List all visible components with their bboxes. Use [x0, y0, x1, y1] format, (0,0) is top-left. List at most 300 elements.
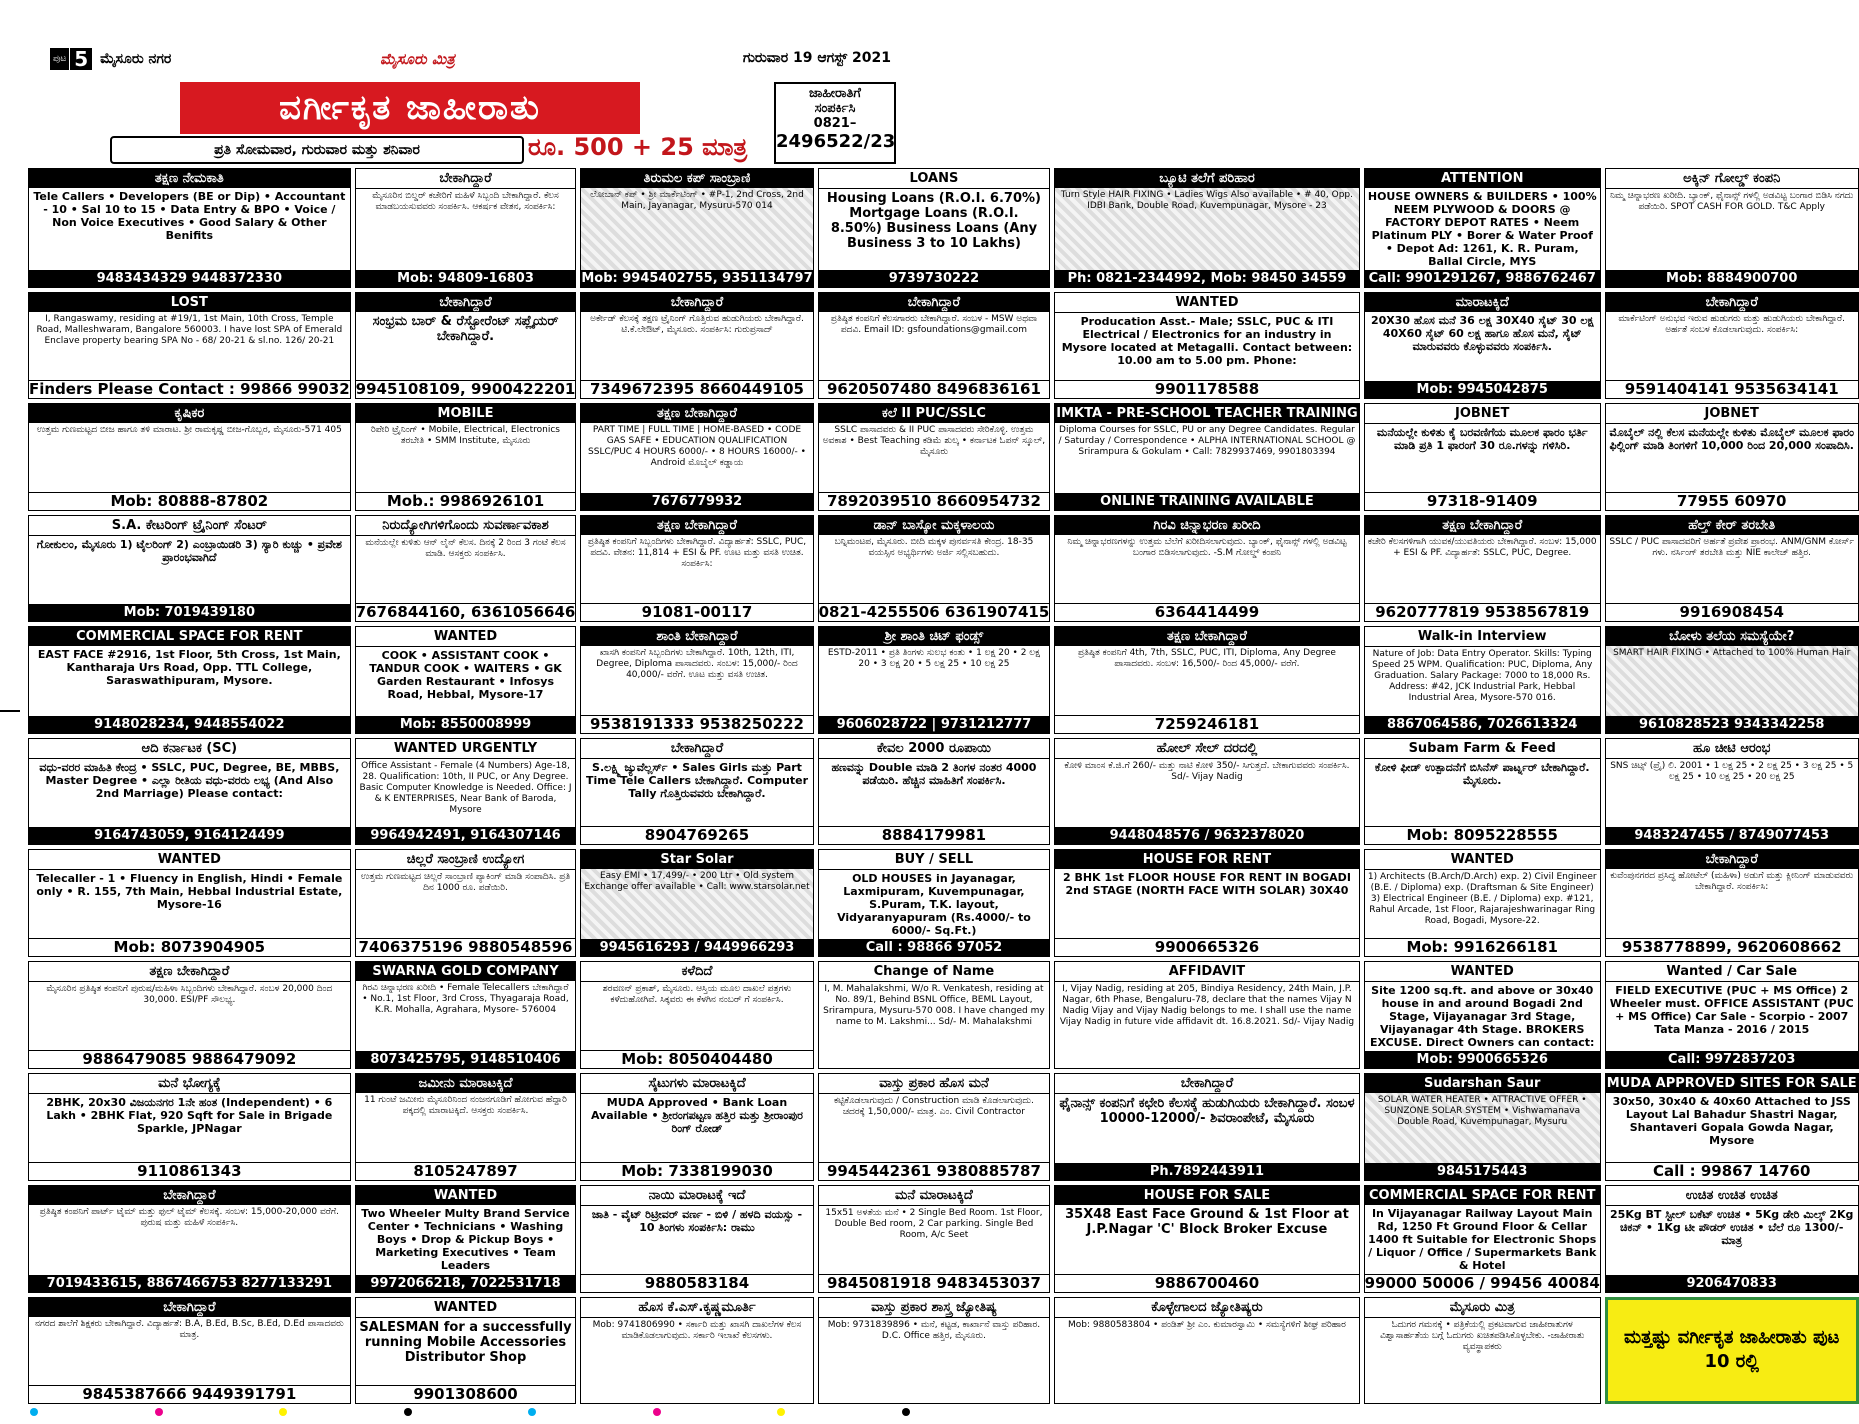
margin-mark — [0, 710, 20, 712]
ad-title: ಬೇಕಾಗಿದ್ದಾರೆ — [1606, 850, 1858, 869]
classified-ad — [580, 292, 813, 399]
classified-ad — [818, 626, 1051, 733]
classified-ad — [355, 849, 577, 957]
ad-title: COMMERCIAL SPACE FOR RENT — [29, 627, 350, 646]
ad-body: ಫೈನಾನ್ಸ್ ಕಂಪನಿಗೆ ಕಛೇರಿ ಕೆಲಸಕ್ಕೆ ಹುಡುಗಿಯರು ಬೇಕಾಗಿದ್ದಾರೆ. ಸಂಬಳ 10000-12000/- ಶಿವರಾಂಪೇಟೆ, ಮೈಸೂರು — [1059, 1096, 1355, 1127]
yellow-dot — [777, 1408, 785, 1416]
ad-phone: 9916908454 — [1606, 603, 1858, 621]
cyan-dot — [528, 1408, 536, 1416]
ad-phone: 9901308600 — [356, 1385, 576, 1403]
ad-body: ವಧು-ವರರ ಮಾಹಿತಿ ಕೇಂದ್ರ • SSLC, PUC, Degree, BE, MBBS, Master Degree • ಎಲ್ಲಾ ರೀತಿಯ ವಧು-ವರರು ಲಭ್ಯ (And Also 2nd Marriage) Please contact: — [39, 760, 340, 800]
ad-phone: 9845387666 9449391791 — [29, 1385, 350, 1403]
classified-ad — [355, 168, 577, 288]
ad-body: ಪ್ರತಿಷ್ಠಿತ ಕಂಪನಿಗೆ ಕೆಲಸಗಾರರು ಬೇಕಾಗಿದ್ದಾರೆ. ಸಂಬಳ - MSW ಅಥವಾ ಪದವಿ. Email ID: gsfoundations@gmail.com — [830, 314, 1038, 335]
ad-phone: 9845081918 9483453037 — [819, 1274, 1050, 1292]
ad-phone: Mob: 7019439180 — [29, 604, 350, 621]
ad-phone: Mob: 9900665326 — [1365, 1051, 1600, 1068]
ad-phone: Mob: 9945042875 — [1365, 381, 1600, 398]
classified-ad — [28, 1297, 351, 1404]
print-registration-dots — [30, 1408, 910, 1418]
ad-body: I, Rangaswamy, residing at #19/1, 1st Main, 10th Cross, Temple Road, Malleshwaram, Bangalore 560003. I have lost SPA of Emerald Enclave property bearing SPA No - 68/ 20-21 & sl.no. 126/ 20-21 — [36, 314, 343, 346]
classified-ad — [1364, 168, 1601, 288]
ad-title: AFFIDAVIT — [1055, 962, 1358, 982]
classified-ad — [1364, 1297, 1601, 1404]
classified-ad — [1605, 1297, 1859, 1404]
ad-phone: 9945616293 / 9449966293 — [581, 939, 812, 956]
ad-phone: 9538191333 9538250222 — [581, 715, 812, 733]
ad-body: Office Assistant - Female (4 Numbers) Age-18, 28. Qualification: 10th, II PUC, or Any Degree. Basic Computer Knowledge is Needed. Office: J & K ENTERPRISES, Near Bank of Baroda, Mysore — [359, 760, 572, 815]
ad-phone: Mob: 94809-16803 — [356, 270, 576, 287]
ad-body: ಓದುಗರ ಗಮನಕ್ಕೆ • ಪತ್ರಿಕೆಯಲ್ಲಿ ಪ್ರಕಟವಾಗುವ ಜಾಹೀರಾತುಗಳ ವಿಶ್ವಾಸಾರ್ಹತೆಯ ಬಗ್ಗೆ ಓದುಗರು ಖಚಿತಪಡಿಸಿಕೊಳ್ಳಬೇಕು. -ಜಾಹೀರಾತು ವ್ಯವಸ್ಥಾಪಕರು — [1380, 1319, 1585, 1352]
classified-ad — [818, 961, 1051, 1069]
ad-body: Tele Callers • Developers (BE or Dip) • Accountant - 10 • Sal 10 to 15 • Data Entry & BPO • Voice / Non Voice Executives • Good Salary & Other Benifits — [33, 190, 346, 242]
ad-body: ಬನ್ನಿಮಂಟಪ, ಮೈಸೂರು. ಬೀದಿ ಮಕ್ಕಳ ಪುನರ್ವಸತಿ ಕೇಂದ್ರ. 18-35 ವಯಸ್ಸಿನ ಅಭ್ಯರ್ಥಿಗಳು ಅರ್ಜಿ ಸಲ್ಲಿಸಬಹುದು. — [834, 536, 1034, 558]
black-dot — [404, 1408, 412, 1416]
ad-phone: 9110861343 — [29, 1162, 350, 1180]
ad-title: ಹೊಸ ಕೆ.ಎಸ್.ಕೃಷ್ಣಮೂರ್ತಿ — [581, 1298, 812, 1318]
classified-ad — [818, 1297, 1051, 1404]
ad-phone: 9880583184 — [581, 1274, 812, 1292]
city-name: ಮೈಸೂರು ನಗರ — [100, 51, 172, 67]
ad-body: Producation Asst.- Male; SSLC, PUC & ITI Electrical / Electronics for an industry in Mysore located at Metagalli. Contact between: 10.00 am to 5.00 pm. Phone: — [1061, 315, 1353, 367]
section-title: ವರ್ಗೀಕೃತ ಜಾಹೀರಾತು — [180, 82, 640, 134]
ad-title: Change of Name — [819, 962, 1050, 982]
ad-body: ಮಾರ್ಕೆಟಿಂಗ್ ಅನುಭವ ಇರುವ ಹುಡುಗರು ಮತ್ತು ಹುಡುಗಿಯರು ಬೇಕಾಗಿದ್ದಾರೆ. ಅರ್ಹತೆ ಸಂಬಳ ಕೊಡಲಾಗುವುದು. ಸಂಪರ್ಕಿಸಿ: — [1618, 314, 1846, 335]
classified-ad — [355, 626, 577, 733]
classified-ad — [1364, 292, 1601, 399]
ad-phone: 9886479085 9886479092 — [29, 1050, 350, 1068]
ad-phone: 8073425795, 9148510406 — [356, 1051, 576, 1068]
ad-body: ಹಣವನ್ನು Double ಮಾಡಿ 2 ತಿಂಗಳ ನಂತರ 4000 ಪಡೆಯಿರಿ. ಹೆಚ್ಚಿನ ಮಾಹಿತಿಗೆ ಸಂಪರ್ಕಿಸಿ. — [831, 760, 1037, 787]
ad-body: S.ಲಕ್ಷ್ಮಿ ಜ್ಯುವೆಲ್ಲರ್ಸ್ • Sales Girls ಮತ್ತು Part Time Tele Callers ಬೇಕಾಗಿದ್ದಾರೆ. Computer Tally ಗೊತ್ತಿರುವವರು ಬೇಕಾಗಿದ್ದಾರೆ. — [585, 760, 809, 800]
ad-phone: 9448048576 / 9632378020 — [1055, 827, 1358, 844]
ad-phone: 7892039510 8660954732 — [819, 492, 1050, 510]
classified-ad — [1364, 1073, 1601, 1180]
ad-title: ನಿರುದ್ಯೋಗಿಗಳಿಗೊಂದು ಸುವರ್ಣಾವಕಾಶ — [356, 516, 576, 536]
ad-phone: 9900665326 — [1055, 938, 1358, 956]
ad-phone: Mob: 8050404480 — [581, 1050, 812, 1068]
ad-title: ಬೇಕಾಗಿದ್ದಾರೆ — [1606, 293, 1858, 312]
classified-ad — [818, 403, 1051, 510]
ad-title: LOANS — [819, 169, 1050, 189]
classified-ad — [1605, 849, 1859, 957]
ad-title: LOST — [29, 293, 350, 312]
ad-body: ಗಿರವಿ ಚಿನ್ನಾಭರಣ ಖರೀದಿ • Female Telecallers ಬೇಕಾಗಿದ್ದಾರೆ • No.1, 1st Floor, 3rd Cross, Thyagaraja Road, K.R. Mohalla, Agrahara, Mysore- 576004 — [362, 983, 569, 1016]
classified-ad — [580, 1185, 813, 1293]
classified-ad — [28, 738, 351, 845]
ad-title: WANTED — [356, 1186, 576, 1205]
ad-title: WANTED — [1055, 293, 1358, 313]
ad-title: ಮೈಸೂರು ಮಿತ್ರ — [1365, 1298, 1600, 1318]
classified-ad — [818, 1185, 1051, 1293]
classified-ad — [580, 626, 813, 733]
classified-ad — [1054, 168, 1359, 288]
ad-phone: 8867064586, 7026613324 — [1365, 716, 1600, 733]
ad-body: SALESMAN for a successfully running Mobile Accessories Distributor Shop — [359, 1319, 572, 1365]
ad-title: ಬೇಕಾಗಿದ್ದಾರೆ — [819, 293, 1050, 312]
classified-ad — [1054, 1073, 1359, 1180]
contact-line-3: 0821– — [813, 116, 857, 131]
ad-body: 1) Architects (B.Arch/D.Arch) exp. 2) Civil Engineer (B.E. / Diploma) exp. (Draftsman & Site Engineer) 3) Electrical Engineer (B.E. / Diploma) exp. #121, Rahul Arcade, 1st Floor, Rajarajeshwarinagar Ring Road, Bogadi, Mysore-22. — [1367, 872, 1597, 927]
ad-body: ಮತ್ತಷ್ಟು ವರ್ಗೀಕೃತ ಜಾಹೀರಾತು ಪುಟ 10 ರಲ್ಲಿ — [1623, 1327, 1840, 1373]
newspaper-name: ಮೈಸೂರು ಮಿತ್ರ — [380, 50, 455, 68]
ad-body: SSLC ಪಾಸಾದವರು & II PUC ಪಾಸಾದವರು ಸೇರಿಕೊಳ್ಳಿ. ಉತ್ತಮ ಅವಕಾಶ • Best Teaching ಕಡಿಮೆ ಶುಲ್ಕ • ಕರ್ನಾಟಕ ಓಪನ್ ಸ್ಕೂಲ್, ಮೈಸೂರು — [822, 425, 1046, 458]
classified-ad — [1605, 1185, 1859, 1293]
ad-body: ಗೋಕುಲಂ, ಮೈಸೂರು 1) ಟೈಲರಿಂಗ್ 2) ಎಂಬ್ರಾಯಿಡರಿ 3) ಸ್ಯಾರಿ ಕುಚ್ಚು • ಪ್ರವೇಶ ಪ್ರಾರಂಭವಾಗಿದೆ — [36, 537, 342, 564]
ad-title: ತಿರುಮಲ ಕಪ್ ಸಾಂಬ್ರಾಣಿ — [581, 169, 812, 188]
classified-ad — [1364, 626, 1601, 733]
classified-ad — [580, 515, 813, 622]
ad-phone: 9886700460 — [1055, 1274, 1358, 1292]
ad-body: Turn Style HAIR FIXING • Ladies Wigs Also available • # 40, Opp. IDBI Bank, Double Road, Kuvempunagar, Mysore - 23 — [1055, 188, 1358, 270]
classified-ad — [580, 1073, 813, 1180]
page-label: ಪುಟ — [50, 48, 69, 70]
ad-body: ಪ್ರತಿಷ್ಠಿತ ಕಂಪನಿಗೆ 4th, 7th, SSLC, PUC, ITI, Diploma, Any Degree ಪಾಸಾದವರು. ಸಂಬಳ: 16,500/- ರಿಂದ 45,000/- ವರೆಗೆ. — [1078, 648, 1336, 670]
contact-line-2: ಸಂಪರ್ಕಿಸಿ — [814, 101, 856, 116]
classified-ad — [1054, 403, 1359, 510]
ad-body: ESTD-2011 • ಪ್ರತಿ ತಿಂಗಳು ಸುಲಭ ಕಂತು • 1 ಲಕ್ಷ 20 • 2 ಲಕ್ಷ 20 • 3 ಲಕ್ಷ 20 • 5 ಲಕ್ಷ 25 • 10 ಲಕ್ಷ 25 — [827, 648, 1041, 670]
ad-phone: 9620507480 8496836161 — [819, 380, 1050, 398]
ad-title: ಸೈಟುಗಳು ಮಾರಾಟಕ್ಕಿದೆ — [581, 1074, 812, 1094]
classified-ad — [1054, 738, 1359, 845]
ad-title: COMMERCIAL SPACE FOR RENT — [1365, 1186, 1600, 1205]
ad-body: Site 1200 sq.ft. and above or 30x40 house in and around Bogadi 2nd Stage, Vijayanagar 3rd Stage, Vijayanagar 4th Stage. BROKERS EXCUSE. Direct Owners can contact: — [1370, 984, 1595, 1050]
ad-body: 35X48 East Face Ground & 1st Floor at J.P.Nagar 'C' Block Broker Excuse — [1065, 1206, 1349, 1237]
classified-ad — [28, 515, 351, 622]
ad-phone: 91081-00117 — [581, 603, 812, 621]
ad-phone: Call : 99867 14760 — [1606, 1162, 1858, 1180]
ad-phone: 9591404141 9535634141 — [1606, 380, 1858, 398]
ad-title: ಮನೆ ಮಾರಾಟಕ್ಕಿದೆ — [819, 1186, 1050, 1206]
ad-phone: Mob: 8073904905 — [29, 938, 350, 956]
ad-body: I, Vijay Nadig, residing at 205, Bindiya Residency, 24th Main, J.P. Nagar, 6th Phase, Bengaluru-78, declare that the names Vijay N Nadig Vijay and Vijay Nadig belongs to me. I shall use the name Vijay Nadig in future vide affidavit dt. 16.8.2021. Sd/- Vijay Nadig — [1059, 984, 1355, 1028]
ad-body: ಮನೆಯಲ್ಲೇ ಕುಳಿತು ಆನ್ ಲೈನ್ ಕೆಲಸ. ದಿನಕ್ಕೆ 2 ರಿಂದ 3 ಗಂಟೆ ಕೆಲಸ ಮಾಡಿ. ಆಸಕ್ತರು ಸಂಪರ್ಕಿಸಿ. — [365, 537, 566, 559]
ad-title: ತಕ್ಷಣ ನೇಮಕಾತಿ — [29, 169, 350, 188]
ad-title: ಹೋಲ್ ಸೇಲ್ ದರದಲ್ಲಿ — [1055, 739, 1358, 759]
page-header — [50, 48, 895, 164]
magenta-dot — [155, 1408, 163, 1416]
ad-body: ರಿಪೇರಿ ಟ್ರೈನಿಂಗ್ • Mobile, Electrical, Electronics ತರಬೇತಿ • SMM Institute, ಮೈಸೂರು — [371, 425, 560, 447]
ad-phone: 7349672395 8660449105 — [581, 380, 812, 398]
ad-phone: 7259246181 — [1055, 715, 1358, 733]
ad-body: ನಿಮ್ಮ ಚಿನ್ನಾಭರಣಗಳನ್ನು ಉತ್ತಮ ಬೆಲೆಗೆ ಖರೀದಿಸಲಾಗುವುದು. ಬ್ಯಾಂಕ್, ಫೈನಾನ್ಸ್ ಗಳಲ್ಲಿ ಅಡವಿಟ್ಟ ಬಂಗಾರ ಬಿಡಿಸಲಾಗುವುದು. -S.M ಗೋಲ್ಡ್ ಕಂಪನಿ — [1067, 536, 1347, 558]
ad-phone: 9206470833 — [1606, 1275, 1858, 1292]
classified-ad — [1605, 515, 1859, 622]
ad-phone: 9945108109, 9900422201 — [355, 380, 576, 399]
ad-title: WANTED — [1365, 962, 1600, 982]
ad-title: ಕಲೆ II PUC/SSLC — [819, 404, 1050, 423]
ad-body: In Vijayanagar Railway Layout Main Rd, 1250 Ft Ground Floor & Cellar 1400 ft Suitable for Electronic Shops / Liquor / Office / Supermarkets Bank & Hotel — [1368, 1206, 1597, 1272]
ad-body: Nature of Job: Data Entry Operator. Skills: Typing Speed 25 WPM. Qualification: PUC, Diploma, Any Graduation. Salary Package: 7000 to 18,000 Rs. Address: #42, JCK Industrial Park, Hebbal Industrial Area, Mysore-570 016. — [1372, 649, 1593, 704]
ad-body: ಉತ್ತಮ ಗುಣಮಟ್ಟದ ಬೀಜ ಹಾಗೂ ತಳಿ ಮಾರಾಟ. ಶ್ರೀ ರಾಮಕೃಷ್ಣ ಬೀಜ-ಗೊಬ್ಬರ, ಮೈಸೂರು-571 405 — [36, 425, 342, 436]
ad-body: ಮೈಸೂರಿನ ಬಿಲ್ಡರ್ ಕಚೇರಿಗೆ ಮಹಿಳೆ ಸಿಬ್ಬಂದಿ ಬೇಕಾಗಿದ್ದಾರೆ. ಕೆಲಸ ಮಾಡಬಯಸುವವರು ಸಂಪರ್ಕಿಸಿ. ಆಕರ್ಷಕ ವೇತನ, ಸಂಪರ್ಕಿಸಿ: — [372, 191, 559, 212]
classified-ad — [1605, 738, 1859, 845]
ad-title: ಬೋಳು ತಲೆಯ ಸಮಸ್ಯೆಯೇ? — [1606, 627, 1858, 646]
yellow-dot — [279, 1408, 287, 1416]
ad-phone: 9538778899, 9620608662 — [1606, 938, 1858, 956]
ad-phone: Mob: 8884900700 — [1606, 270, 1858, 287]
ad-phone: Mob: 8095228555 — [1365, 826, 1600, 844]
ad-phone: Mob: 80888-87802 — [29, 492, 350, 510]
classified-ad — [28, 1073, 351, 1180]
classified-ad — [580, 403, 813, 510]
ad-phone: 9845175443 — [1365, 1163, 1600, 1180]
ad-phone: 9901178588 — [1055, 380, 1358, 398]
ad-body: ನಗರದ ಶಾಲೆಗೆ ಶಿಕ್ಷಕರು ಬೇಕಾಗಿದ್ದಾರೆ. ವಿದ್ಯಾರ್ಹತೆ: B.A, B.Ed, B.Sc, B.Ed, D.Ed ಪಾಸಾದವರು ಮಾತ್ರ. — [34, 1318, 344, 1340]
page-number-block — [50, 48, 171, 70]
ad-body: Telecaller - 1 • Fluency in English, Hindi • Female only • R. 155, 7th Main, Hebbal Industrial Estate, Mysore-16 — [36, 872, 343, 912]
ad-title: ಡಾನ್ ಬಾಸ್ಕೋ ಮಕ್ಕಳಾಲಯ — [819, 516, 1050, 535]
ad-phone: 8904769265 — [581, 826, 812, 844]
ad-phone: 6364414499 — [1055, 603, 1358, 621]
issue-date: ಗುರುವಾರ 19 ಆಗಸ್ಟ್ 2021 — [742, 50, 891, 66]
ad-body: FIELD EXECUTIVE (PUC + MS Office) 2 Wheeler must. OFFICE ASSISTANT (PUC + MS Office) Car Sale - Scorpio - 2007 Tata Manza - 2016 / 2015 — [1609, 984, 1854, 1037]
ad-body: ಮೈಸೂರಿನ ಪ್ರತಿಷ್ಠಿತ ಕಂಪನಿಗೆ ಪುರುಷ/ಮಹಿಳಾ ಸಿಬ್ಬಂದಿಗಳು ಬೇಕಾಗಿದ್ದಾರೆ. ಸಂಬಳ 20,000 ದಿಂದ 30,000. ESI/PF ಸೌಲಭ್ಯ. — [46, 984, 333, 1006]
ad-title: ಜಮೀನು ಮಾರಾಟಕ್ಕಿದೆ — [356, 1074, 576, 1093]
ad-body: MUDA Approved • Bank Loan Available • ಶ್ರೀರಂಗಪಟ್ಟಣ ಹತ್ತಿರ ಮತ್ತು ಶ್ರೀರಾಂಪುರ ರಿಂಗ್ ರೋಡ್ — [590, 1096, 804, 1136]
ad-title: ತಕ್ಷಣ ಬೇಕಾಗಿದ್ದಾರೆ — [581, 516, 812, 535]
ad-title: BUY / SELL — [819, 850, 1050, 870]
publication-days: ಪ್ರತಿ ಸೋಮವಾರ, ಗುರುವಾರ ಮತ್ತು ಶನಿವಾರ — [110, 136, 524, 164]
ad-title: ಕಳೆದಿದೆ — [581, 962, 812, 982]
ad-title: S.A. ಕೇಟರಿಂಗ್ ಟ್ರೈನಿಂಗ್ ಸೆಂಟರ್ — [29, 516, 350, 536]
ad-body: ಕೋಳಿ ಫೀಡ್ ಉತ್ಪಾದನೆಗೆ ಬಿಸಿನೆಸ್ ಪಾರ್ಟ್ನರ್ ಬೇಕಾಗಿದ್ದಾರೆ. ಮೈಸೂರು. — [1374, 760, 1590, 787]
ad-phone: 7676844160, 6361056646 — [355, 603, 576, 622]
classified-ad — [355, 961, 577, 1069]
ad-title: JOBNET — [1365, 404, 1600, 424]
classified-ad — [1054, 515, 1359, 622]
ad-title: ಹೆಲ್ತ್ ಕೇರ್ ತರಬೇತಿ — [1606, 516, 1858, 535]
ad-title: Walk-in Interview — [1365, 627, 1600, 647]
classified-ad — [818, 849, 1051, 957]
classified-ad — [28, 403, 351, 510]
ad-body: ಕಚೇರಿ ಕೆಲಸಗಳಿಗಾಗಿ ಯುವಕ/ಯುವತಿಯರು ಬೇಕಾಗಿದ್ದಾರೆ. ಸಂಬಳ: 15,000 + ESI & PF. ವಿದ್ಯಾರ್ಹತೆ: SSLC, PUC, Degree. — [1367, 536, 1597, 558]
ad-title: Subam Farm & Feed — [1365, 739, 1600, 759]
classified-ad — [580, 738, 813, 845]
ad-title: ಬೇಕಾಗಿದ್ದಾರೆ — [356, 293, 576, 312]
ad-body: SNS ಚಿಟ್ಸ್ (ಪ್ರೈ) ಲಿ. 2001 • 1 ಲಕ್ಷ 25 • 2 ಲಕ್ಷ 25 • 3 ಲಕ್ಷ 25 • 5 ಲಕ್ಷ 25 • 10 ಲಕ್ಷ 25 • 20 ಲಕ್ಷ 25 — [1610, 760, 1854, 782]
ad-body: ಕೋಳಿ ಮಾಂಸ ಕೆ.ಜಿ.ಗೆ 260/- ಮತ್ತು ನಾಟಿ ಕೋಳಿ 350/- ಸಿಗುತ್ತದೆ. ಬೇಕಾಗುವವರು ಸಂಪರ್ಕಿಸಿ. Sd/- Vijay Nadig — [1064, 760, 1350, 782]
ad-title: ಬೇಕಾಗಿದ್ದಾರೆ — [581, 739, 812, 759]
classified-ad — [1054, 849, 1359, 957]
ad-phone: 9483434329 9448372330 — [29, 270, 350, 287]
ad-title: ATTENTION — [1365, 169, 1600, 188]
ad-body: PART TIME | FULL TIME | HOME-BASED • CODE GAS SAFE • EDUCATION QUALIFICATION SSLC/PUC 4 HOURS 6000/- • 8 HOURS 16000/- • Android ಮೊಬೈಲ್ ಕಡ್ಡಾಯ — [588, 425, 806, 469]
classified-ad — [355, 1185, 577, 1293]
classified-ad — [818, 515, 1051, 622]
ad-title: ಬೇಕಾಗಿದ್ದಾರೆ — [29, 1298, 350, 1317]
contact-phone: 2496522/23 — [776, 131, 896, 152]
ad-title: JOBNET — [1606, 404, 1858, 424]
ad-title: ಗಿರವಿ ಚಿನ್ನಾಭರಣ ಖರೀದಿ — [1055, 516, 1358, 535]
ad-title: ಬ್ಯೂಟಿ ತಲೆಗೆ ಪರಿಹಾರ — [1055, 169, 1358, 188]
ad-title: Wanted / Car Sale — [1606, 962, 1858, 982]
classified-ad — [1054, 1185, 1359, 1293]
ad-phone: Mob.: 9986926101 — [356, 492, 576, 510]
ad-body: ಪ್ರತಿಷ್ಠಿತ ಕಂಪನಿಗೆ ಪಾರ್ಟ್ ಟೈಮ್ ಮತ್ತು ಫುಲ್ ಟೈಮ್ ಕೆಲಸಕ್ಕೆ. ಸಂಬಳ: 15,000-20,000 ವರೆಗೆ. ಪುರುಷ ಮತ್ತು ಮಹಿಳೆ ಸಂಪರ್ಕಿಸಿ. — [39, 1206, 339, 1228]
classified-ad — [1054, 626, 1359, 733]
classified-ad — [28, 292, 351, 399]
ad-title: ಮಾರಾಟಕ್ಕಿದೆ — [1365, 293, 1600, 312]
ad-phone: Mob: 9916266181 — [1365, 938, 1600, 956]
ad-phone: Ph.7892443911 — [1055, 1163, 1358, 1180]
ad-body: COOK • ASSISTANT COOK • TANDUR COOK • WAITERS • GK Garden Restaurant • Infosys Road, Hebbal, Mysore-17 — [369, 649, 562, 702]
ad-title: IMKTA - PRE-SCHOOL TEACHER TRAINING — [1056, 406, 1358, 422]
classified-ad — [28, 626, 351, 733]
ad-body: 20X30 ಹೊಸ ಮನೆ 36 ಲಕ್ಷ 30X40 ಸೈಟ್ 30 ಲಕ್ಷ 40X60 ಸೈಟ್ 60 ಲಕ್ಷ ಹಾಗೂ ಹೊಸ ಮನೆ, ಸೈಟ್ ಮಾರುವವರು ಕೊಳ್ಳುವವರು ಸಂಪರ್ಕಿಸಿ. — [1370, 314, 1594, 353]
ad-body: SMART HAIR FIXING • Attached to 100% Human Hair — [1606, 646, 1858, 715]
ad-phone: 7406375196 9880548596 — [356, 938, 576, 956]
ad-body: 11 ಗುಂಟೆ ಜಮೀನು ಮೈಸೂರಿನಿಂದ ನಂಜನಗೂಡಿಗೆ ಹೋಗುವ ಹೆದ್ದಾರಿ ಪಕ್ಕದಲ್ಲಿ ಮಾರಾಟಕ್ಕಿದೆ. ಆಸಕ್ತರು ಸಂಪರ್ಕಿಸಿ. — [364, 1095, 567, 1117]
ad-body: ಲೋಬಾನ್ ಕಪ್ • ಶ್ರೀ ಮಾರ್ಕೆಟಿಂಗ್ • #P-1, 2nd Cross, 2nd Main, Jayanagar, Mysuru-570 014 — [581, 188, 812, 270]
ad-body: Housing Loans (R.O.I. 6.70%) Mortgage Loans (R.O.I. 8.50%) Business Loans (Any Business 3 to 10 Lakhs) — [826, 191, 1041, 251]
ad-phone: 8884179981 — [819, 826, 1050, 844]
ad-phone: Call: 9972837203 — [1606, 1051, 1858, 1068]
ad-phone: 9945442361 9380885787 — [819, 1162, 1050, 1180]
ad-phone: ONLINE TRAINING AVAILABLE — [1055, 493, 1358, 510]
ad-title: WANTED — [29, 850, 350, 870]
ad-body: SOLAR WATER HEATER • ATTRACTIVE OFFER • SUNZONE SOLAR SYSTEM • Vishwamanava Double Road, Kuvempunagar, Mysuru — [1365, 1093, 1600, 1162]
ad-title: ಕೇವಲ 2000 ರೂಪಾಯಿ — [819, 739, 1050, 759]
ad-body: ಪ್ರತಿಷ್ಠಿತ ಕಂಪನಿಗೆ ಸಿಬ್ಬಂದಿಗಳು ಬೇಕಾಗಿದ್ದಾರೆ. ವಿದ್ಯಾರ್ಹತೆ: SSLC, PUC, ಪದವಿ. ವೇತನ: 11,814 + ESI & PF. ಊಟ ಮತ್ತು ವಸತಿ ಉಚಿತ. ಸಂಪರ್ಕಿಸಿ: — [587, 536, 807, 569]
ad-body: ಮೊಬೈಲ್ ನಲ್ಲಿ ಕೆಲಸ ಮನೆಯಲ್ಲೇ ಕುಳಿತು ಮೊಬೈಲ್ ಮೂಲಕ ಫಾರಂ ಫಿಲ್ಲಿಂಗ್ ಮಾಡಿ ತಿಂಗಳಿಗೆ 10,000 ರಿಂದ 20,000 ಸಂಪಾದಿಸಿ. — [1609, 426, 1855, 453]
ad-body: ಮನೆಯಲ್ಲೇ ಕುಳಿತು ಕೈ ಬರವಣಿಗೆಯ ಮೂಲಕ ಫಾರಂ ಭರ್ತಿ ಮಾಡಿ ಪ್ರತಿ 1 ಫಾರಂಗೆ 30 ರೂ.ಗಳನ್ನು ಗಳಿಸಿರಿ. — [1376, 426, 1588, 453]
ad-body: EAST FACE #2916, 1st Floor, 5th Cross, 1st Main, Kantharaja Urs Road, Opp. TTL College, Saraswathipuram, Mysore. — [37, 648, 341, 688]
classified-ad — [355, 1073, 577, 1180]
ad-title: ಚಿಲ್ಲರೆ ಸಾಂಬ್ರಾಣಿ ಉದ್ಯೋಗ — [356, 850, 576, 870]
ad-body: Mob: 9880583804 • ಪಂಡಿತ್ ಶ್ರೀ ಎಂ. ಕುಮಾರಸ್ವಾಮಿ • ಸಮಸ್ಯೆಗಳಿಗೆ ಶೀಘ್ರ ಪರಿಹಾರ — [1068, 1319, 1346, 1330]
ad-price: ರೂ. 500 + 25 ಮಾತ್ರ — [528, 133, 748, 161]
ad-phone: 9148028234, 9448554022 — [29, 716, 350, 733]
ad-body: Mob: 9731839896 • ಮನೆ, ಕಟ್ಟಡ, ಕಾರ್ಖಾನೆ ವಾಸ್ತು ಪರಿಹಾರ. D.C. Office ಹತ್ತಿರ, ಮೈಸೂರು. — [827, 1319, 1041, 1341]
ad-title: ಉಚಿತ ಉಚಿತ ಉಚಿತ — [1606, 1186, 1858, 1206]
classified-ad — [1364, 515, 1601, 622]
ad-body: ಅರ್ಕೇಡ್ ಕೆಲಸಕ್ಕೆ ತಕ್ಷಣ ಟ್ರೈನಿಂಗ್ ಗೊತ್ತಿರುವ ಹುಡುಗಿಯರು ಬೇಕಾಗಿದ್ದಾರೆ. ಟಿ.ಕೆ.ಲೇಔಟ್, ಮೈಸೂರು. ಸಂಪರ್ಕಿಸಿ: ಗುರುಪ್ರಸಾದ್ — [590, 314, 804, 335]
ad-phone: Mob: 9945402755, 9351134797 — [581, 271, 813, 286]
ad-title: WANTED — [356, 627, 576, 647]
classified-ad — [1054, 292, 1359, 399]
ad-body: Diploma Courses for SSLC, PU or any Degree Candidates. Regular / Saturday / Correspondence • ALPHA INTERNATIONAL SCHOOL @ Srirampura & Gokulam • Call: 7829937469, 9901803394 — [1058, 425, 1356, 458]
ad-title: ಬೇಕಾಗಿದ್ದಾರೆ — [29, 1186, 350, 1205]
classified-ad — [818, 168, 1051, 288]
ad-phone: Mob: 7338199030 — [581, 1162, 812, 1180]
ad-phone: Finders Please Contact : 99866 99032 — [29, 380, 350, 399]
classified-ad — [1605, 168, 1859, 288]
classified-ad — [1364, 1185, 1601, 1293]
ad-body: HOUSE OWNERS & BUILDERS • 100% NEEM PLYWOOD & DOORS @ FACTORY DEPOT RATES • Neem Platinum PLY • Borer & Water Proof • Depot Ad: 1261, K. R. Puram, Ballal Circle, MYS — [1367, 190, 1597, 268]
ad-title: ತಕ್ಷಣ ಬೇಕಾಗಿದ್ದಾರೆ — [29, 962, 350, 982]
classified-ad — [1364, 738, 1601, 845]
classified-ad — [28, 849, 351, 957]
ad-title: ವಾಸ್ತು ಪ್ರಕಾರ ಶಾಸ್ತ್ರ ಜ್ಯೋತಿಷ್ಯ — [819, 1298, 1050, 1318]
ad-title: ವಾಸ್ತು ಪ್ರಕಾರ ಹೊಸ ಮನೆ — [819, 1074, 1050, 1094]
ad-body: 15x51 ಅಳತೆಯ ಮನೆ • 2 Single Bed Room. 1st Floor, Double Bed room, 2 Car parking. Single Bed Room, A/c Seet — [825, 1207, 1043, 1240]
contact-line-1: ಜಾಹೀರಾತಿಗೆ — [809, 86, 861, 101]
ad-phone: 7676779932 — [581, 493, 812, 510]
ad-body: ಜಾತಿ - ವೈಟ್ ರಿಟ್ರೀವರ್ ವರ್ಣ - ಬಿಳಿ / ಹಳದಿ ವಯಸ್ಸು - 10 ತಿಂಗಳು ಸಂಪರ್ಕಿಸಿ: ರಾಮು — [591, 1207, 803, 1234]
classified-ad — [1054, 961, 1359, 1069]
ad-body: SSLC / PUC ಪಾಸಾದವರಿಗೆ ಅರ್ಹತೆ ಪ್ರವೇಶ ಪ್ರಾರಂಭ. ANM/GNM ಕೋರ್ಸ್ ಗಳು. ನರ್ಸಿಂಗ್ ತರಬೇತಿ ಮತ್ತು NIE ಕಾಲೇಜ್ ಹತ್ತಿರ. — [1609, 536, 1854, 558]
ad-body: ನಿಮ್ಮ ಚಿನ್ನಾಭರಣ ಖರೀದಿ. ಬ್ಯಾಂಕ್, ಫೈನಾನ್ಸ್ ಗಳಲ್ಲಿ ಅಡವಿಟ್ಟ ಬಂಗಾರ ಬಿಡಿಸಿ ನಗದು ಪಡೆಯಿರಿ. SPOT CASH FOR GOLD. T&C Apply — [1610, 191, 1854, 212]
ad-body: Mob: 9741806990 • ಸರ್ಕಾರಿ ಮತ್ತು ಖಾಸಗಿ ದಾಖಲೆಗಳ ಕೆಲಸ ಮಾಡಿಕೊಡಲಾಗುವುದು. ಸರ್ಕಾರಿ ಇಲಾಖೆ ಕೆಲಸಗಳು. — [592, 1319, 802, 1341]
ad-phone: 9606028722 | 9731212777 — [819, 716, 1050, 733]
classified-ad — [580, 1297, 813, 1404]
classified-ad — [1054, 1297, 1359, 1404]
ad-title: ಕೃಷಿಕರ — [29, 404, 350, 423]
classified-ad — [28, 168, 351, 288]
ad-title: ಹೂ ಚೀಟಿ ಆರಂಭ — [1606, 739, 1858, 759]
ad-body: 30x50, 30x40 & 40x60 Attached to JSS Layout Lal Bahadur Shastri Nagar, Shantaveri Gopala Gowda Nagar, Mysore — [1612, 1095, 1851, 1148]
ad-phone: 9964942491, 9164307146 — [356, 827, 576, 844]
ad-title: ಶಾಂತಿ ಬೇಕಾಗಿದ್ದಾರೆ — [581, 627, 812, 646]
classified-ad — [355, 403, 577, 510]
ad-title: ನಾಯಿ ಮಾರಾಟಕ್ಕೆ ಇದೆ — [581, 1186, 812, 1206]
ad-title: Sudarshan Saur — [1365, 1074, 1600, 1093]
ad-body: 2BHK, 20x30 ವಿಜಯನಗರ 1ನೇ ಹಂತ (Independent) • 6 Lakh • 2BHK Flat, 920 Sqft for Sale in Brigade Sparkle, JPNagar — [46, 1096, 333, 1136]
page-number: 5 — [70, 48, 92, 70]
ad-title: SWARNA GOLD COMPANY — [356, 962, 576, 981]
ad-phone: 8105247897 — [356, 1162, 576, 1180]
ad-title: ಕೊಳ್ಳೇಗಾಲದ ಜ್ಯೋತಿಷ್ಯರು — [1055, 1298, 1358, 1318]
ad-body: ಕಟ್ಟಿಕೊಡಲಾಗುವುದು / Construction ಮಾಡಿ ಕೊಡಲಾಗುವುದು. ಚದರಕ್ಕೆ 1,50,000/- ಮಾತ್ರ. ಎಂ. Civil Contractor — [833, 1096, 1034, 1118]
ad-body: OLD HOUSES in Jayanagar, Laxmipuram, Kuvempunagar, S.Puram, T.K. layout, Vidyaranyapuram (Rs.4000/- to 6000/- Sq.Ft.) — [837, 872, 1031, 938]
classified-ad — [580, 168, 813, 288]
ad-body: 25Kg BT ಸ್ಟೀಲ್ ಬಕೆಟ್ ಉಚಿತ • 5Kg ಡೇರಿ ಮಿಲ್ಕ್ 2Kg ಚಿಕನ್ • 1Kg ಟೀ ಪೌಡರ್ ಉಚಿತ • ಬೆಲೆ ರೂ 1300/- ಮಾತ್ರ — [1610, 1207, 1854, 1247]
ad-phone: 9610828523 9343342258 — [1606, 716, 1858, 733]
classified-ad — [1364, 961, 1601, 1069]
classified-ad — [355, 738, 577, 845]
ad-title: ತಕ್ಷಣ ಬೇಕಾಗಿದ್ದಾರೆ — [1055, 627, 1358, 646]
classified-ad — [818, 1073, 1051, 1180]
ad-phone: 7019433615, 8867466753 8277133291 — [29, 1275, 350, 1292]
black-dot — [902, 1408, 910, 1416]
classified-ad — [355, 1297, 577, 1404]
ad-body: ಖಾಸಗಿ ಕಂಪನಿಗೆ ಸಿಬ್ಬಂದಿಗಳು ಬೇಕಾಗಿದ್ದಾರೆ. 10th, 12th, ITI, Degree, Diploma ಪಾಸಾದವರು. ಸಂಬಳ: 15,000/- ರಿಂದ 40,000/- ವರೆಗೆ. ಊಟ ಮತ್ತು ವಸತಿ ಉಚಿತ. — [596, 648, 798, 681]
ad-phone: 0821-4255506 6361907415 — [818, 603, 1050, 622]
ad-phone: 9620777819 9538567819 — [1365, 603, 1600, 621]
ad-phone: 99000 50006 / 99456 40084 — [1364, 1273, 1600, 1292]
ad-body: Two Wheeler Multy Brand Service Center • Technicians • Washing Boys • Drop & Pickup Boys • Marketing Executives • Team Leaders — [361, 1206, 570, 1272]
ad-body: I, M. Mahalakshmi, W/o R. Venkatesh, residing at No. 89/1, Behind BSNL Office, BEML Layout, Srirampura, Mysuru-570 008. I have changed my name to M. Lakshmi... Sd/- M. Mahalakshmi — [823, 984, 1045, 1028]
magenta-dot — [653, 1408, 661, 1416]
ad-phone: Call: 9901291267, 9886762467 — [1365, 270, 1600, 287]
ad-title: MOBILE — [356, 404, 576, 423]
classified-ad — [580, 961, 813, 1069]
ad-body: ಸಂಭ್ರಮ ಬಾರ್ & ರೆಸ್ಟೋರೆಂಟ್ ಸಪ್ಲೈಯರ್ ಬೇಕಾಗಿದ್ದಾರೆ. — [372, 314, 559, 344]
classified-ad — [28, 961, 351, 1069]
classified-ad — [1605, 961, 1859, 1069]
classified-ad — [1364, 403, 1601, 510]
ad-title: ಶ್ರೀ ಶಾಂತಿ ಚಿಟ್ ಫಂಡ್ಸ್ — [819, 627, 1050, 646]
classified-ads-grid — [28, 168, 1857, 1404]
ad-title: ತಕ್ಷಣ ಬೇಕಾಗಿದ್ದಾರೆ — [1365, 516, 1600, 535]
ad-title: WANTED URGENTLY — [356, 739, 576, 759]
ad-title: WANTED — [1365, 850, 1600, 870]
ad-title: ಅಕ್ಕಿನ್ ಗೋಲ್ಡ್ ಕಂಪನಿ — [1606, 169, 1858, 189]
ad-title: WANTED — [356, 1298, 576, 1318]
classified-ad — [580, 849, 813, 957]
classified-ad — [818, 738, 1051, 845]
ad-body: 2 BHK 1st FLOOR HOUSE FOR RENT IN BOGADI 2nd STAGE (NORTH FACE WITH SOLAR) 30X40 — [1062, 871, 1351, 898]
ad-phone: 9164743059, 9164124499 — [29, 827, 350, 844]
ad-phone: 9739730222 — [819, 270, 1050, 287]
ad-body: Easy EMI • 17,499/- • 200 Ltr • Old system Exchange offer available • Call: www.starsolar.net — [581, 869, 812, 939]
classified-ad — [1605, 1073, 1859, 1180]
ad-phone: 9483247455 / 8749077453 — [1606, 827, 1858, 844]
ad-title: ಆದಿ ಕರ್ನಾಟಕ (SC) — [29, 739, 350, 759]
classified-ad — [28, 1185, 351, 1293]
ad-body: ಕುವೆಂಪುನಗರದ ಪ್ರಸಿದ್ಧ ಹೋಟೆಲ್ (ಮಹಿಳಾ) ಅಡುಗೆ ಮತ್ತು ಕ್ಲೀನಿಂಗ್ ಮಾಡುವವರು ಬೇಕಾಗಿದ್ದಾರೆ. ಸಂಪರ್ಕಿಸಿ: — [1610, 871, 1854, 893]
